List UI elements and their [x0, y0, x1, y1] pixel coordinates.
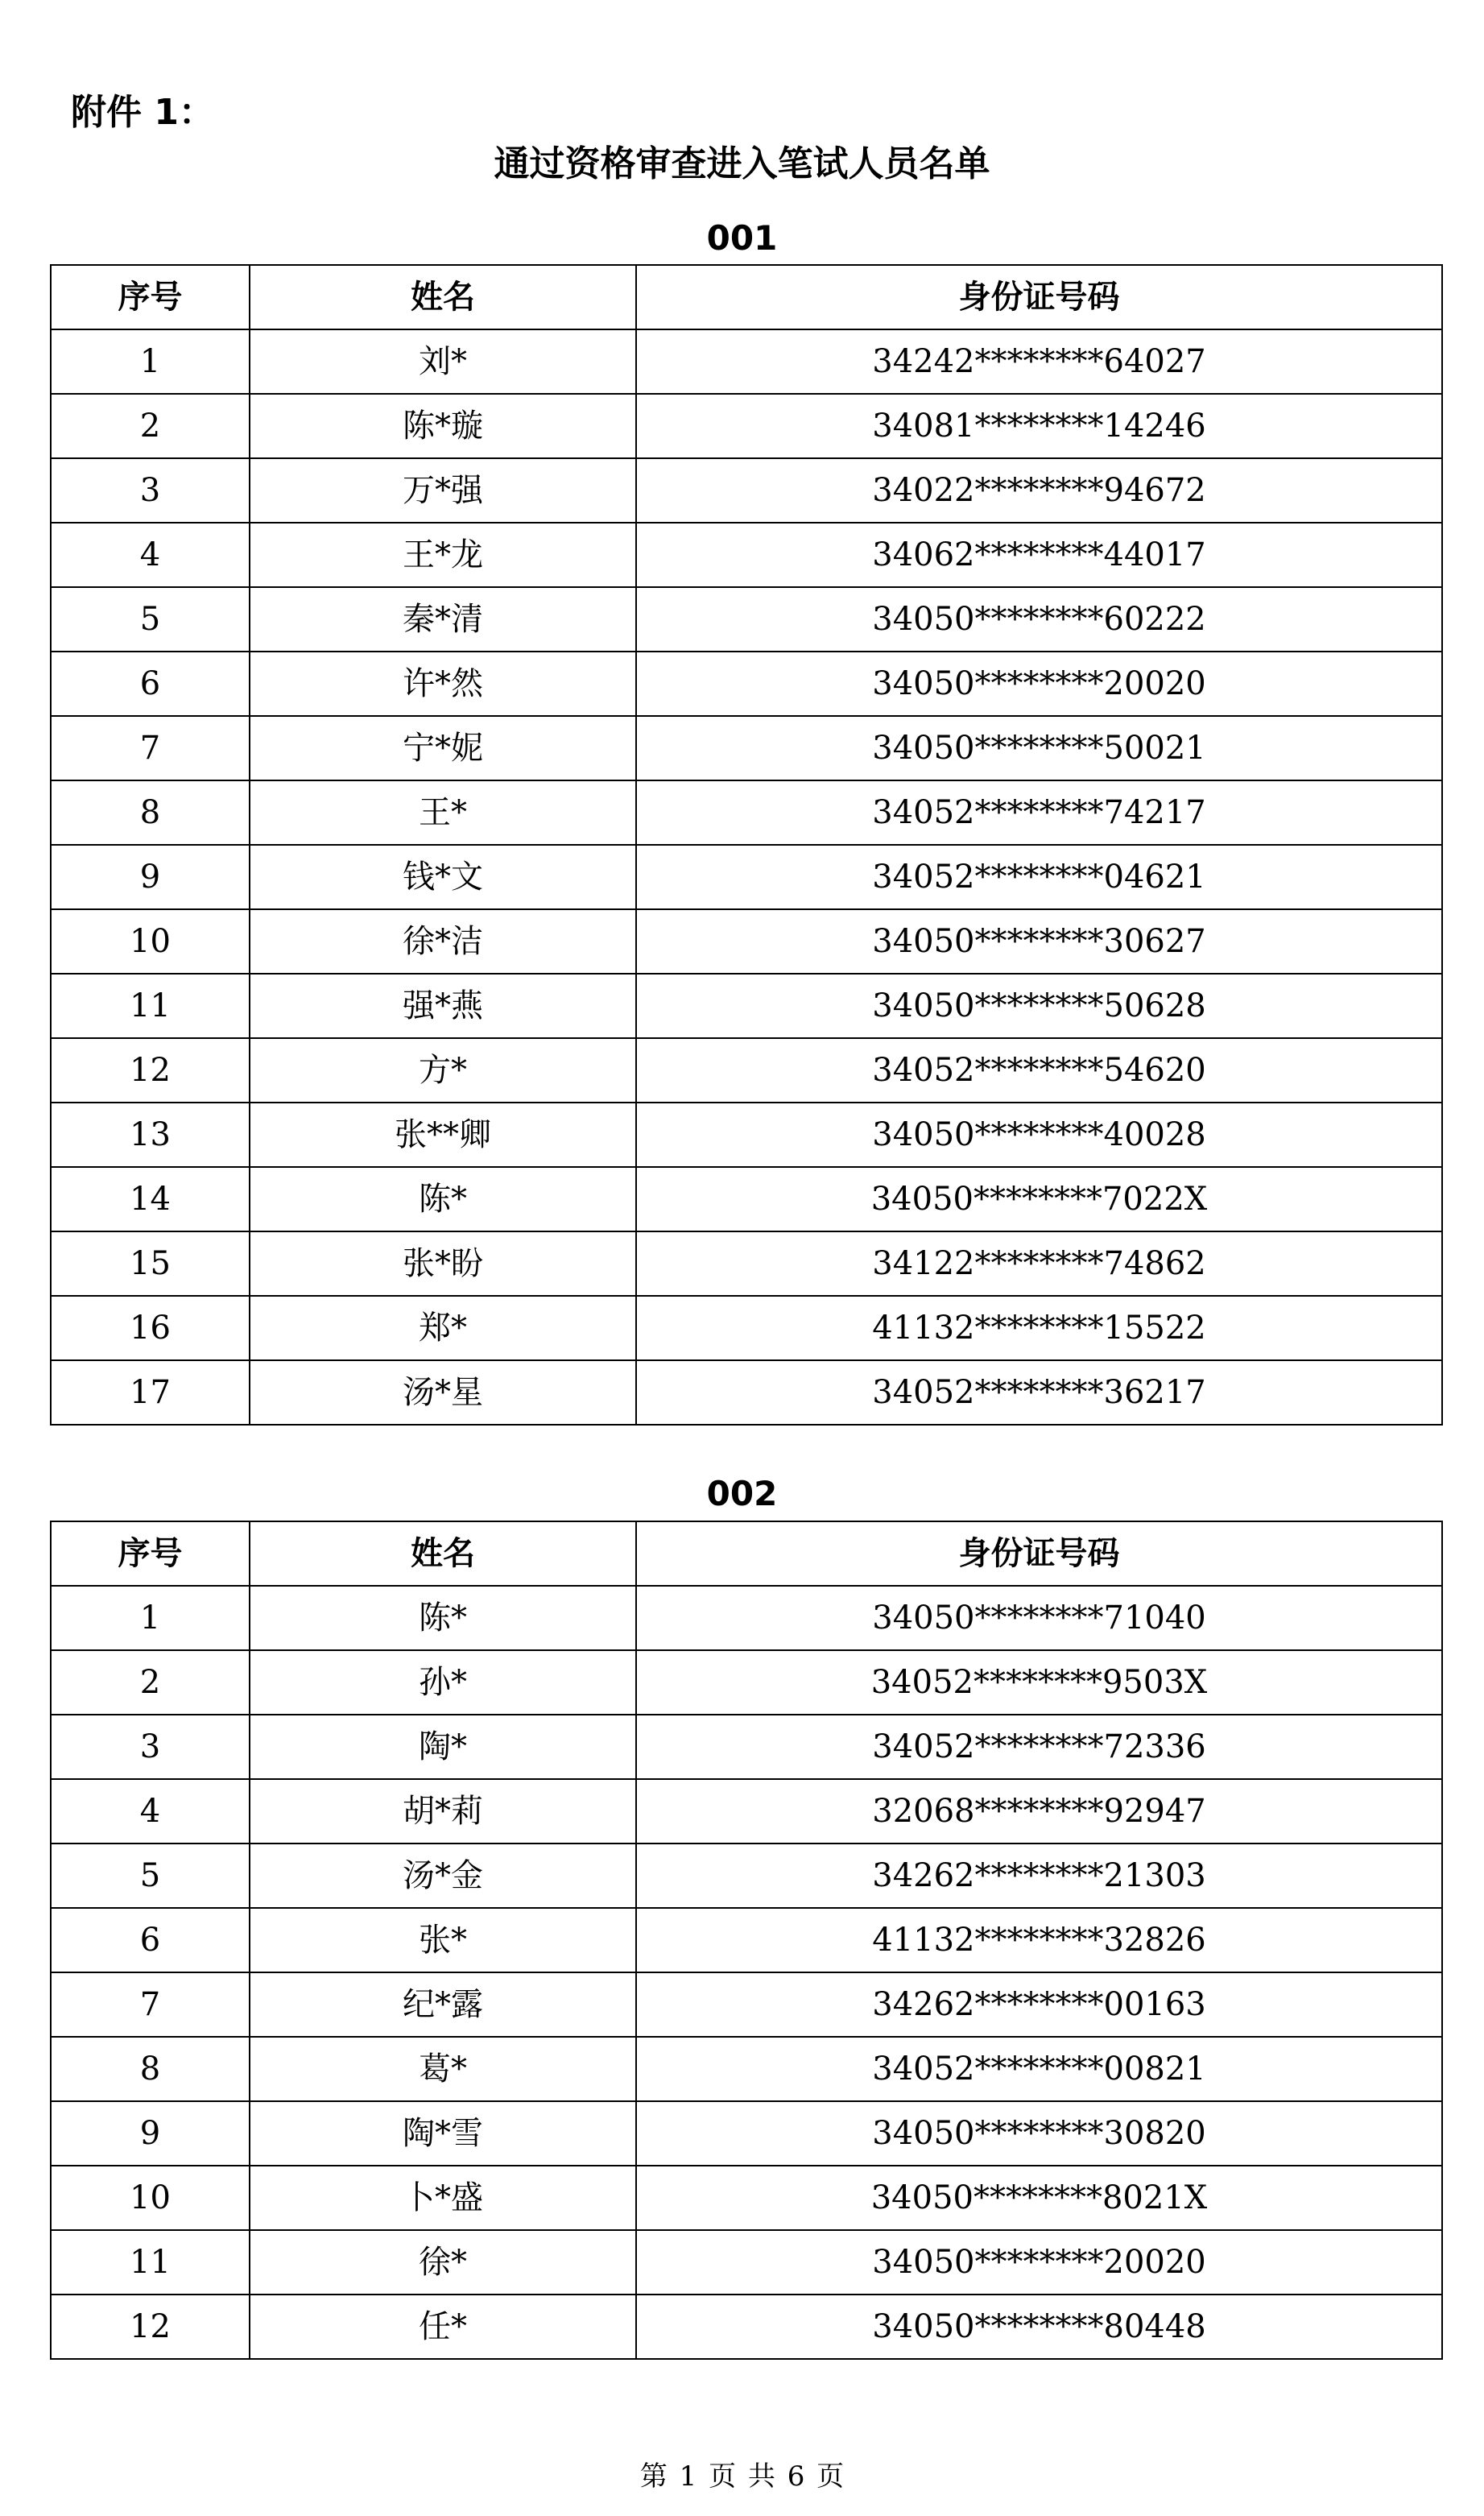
person-name: 刘* — [250, 329, 636, 394]
row-number: 5 — [51, 587, 250, 652]
group-heading: 002 — [706, 1474, 778, 1513]
id-number: 34022********94672 — [636, 458, 1442, 523]
table-row — [51, 2037, 1442, 2101]
person-name: 许*然 — [250, 652, 636, 716]
person-name: 陈* — [250, 1167, 636, 1231]
row-number: 13 — [51, 1103, 250, 1167]
row-number: 4 — [51, 523, 250, 587]
id-number: 41132********15522 — [636, 1296, 1442, 1360]
person-name: 陶*雪 — [250, 2101, 636, 2166]
row-number: 7 — [51, 1972, 250, 2037]
row-number: 1 — [51, 329, 250, 394]
person-name: 汤*金 — [250, 1844, 636, 1908]
group-heading: 001 — [706, 218, 778, 258]
row-number: 12 — [51, 1038, 250, 1103]
id-number: 34050********20020 — [636, 2230, 1442, 2295]
roster-table — [50, 1521, 1443, 2360]
header-no: 序号 — [51, 265, 250, 329]
id-number: 34050********30627 — [636, 909, 1442, 974]
id-number: 34050********80448 — [636, 2295, 1442, 2359]
table-row — [51, 845, 1442, 909]
person-name: 郑* — [250, 1296, 636, 1360]
row-number: 15 — [51, 1231, 250, 1296]
person-name: 汤*星 — [250, 1360, 636, 1425]
table-row — [51, 716, 1442, 780]
row-number: 11 — [51, 2230, 250, 2295]
row-number: 12 — [51, 2295, 250, 2359]
document-title: 通过资格审查进入笔试人员名单 — [494, 143, 990, 184]
person-name: 宁*妮 — [250, 716, 636, 780]
person-name: 陶* — [250, 1715, 636, 1779]
person-name: 任* — [250, 2295, 636, 2359]
row-number: 1 — [51, 1586, 250, 1650]
row-number: 11 — [51, 974, 250, 1038]
table-row — [51, 2101, 1442, 2166]
id-number: 34050********50628 — [636, 974, 1442, 1038]
table-row — [51, 1908, 1442, 1972]
table-row — [51, 652, 1442, 716]
id-number: 34050********7022X — [636, 1167, 1442, 1231]
row-number: 10 — [51, 909, 250, 974]
row-number: 7 — [51, 716, 250, 780]
row-number: 8 — [51, 780, 250, 845]
person-name: 钱*文 — [250, 845, 636, 909]
table-row — [51, 2295, 1442, 2359]
id-number: 34122********74862 — [636, 1231, 1442, 1296]
row-number: 4 — [51, 1779, 250, 1844]
id-number: 34081********14246 — [636, 394, 1442, 458]
table-row — [51, 1650, 1442, 1715]
table-row — [51, 1715, 1442, 1779]
person-name: 孙* — [250, 1650, 636, 1715]
id-number: 34052********72336 — [636, 1715, 1442, 1779]
row-number: 3 — [51, 458, 250, 523]
table-row — [51, 1296, 1442, 1360]
id-number: 34050********40028 — [636, 1103, 1442, 1167]
person-name: 秦*清 — [250, 587, 636, 652]
table-row — [51, 2166, 1442, 2230]
id-number: 34052********9503X — [636, 1650, 1442, 1715]
table-row — [51, 1779, 1442, 1844]
table-row — [51, 1167, 1442, 1231]
row-number: 3 — [51, 1715, 250, 1779]
attachment-label: 附件 1： — [71, 92, 214, 133]
person-name: 方* — [250, 1038, 636, 1103]
header-id: 身份证号码 — [636, 265, 1442, 329]
table-row — [51, 1360, 1442, 1425]
id-number: 34050********50021 — [636, 716, 1442, 780]
id-number: 34050********60222 — [636, 587, 1442, 652]
row-number: 6 — [51, 652, 250, 716]
row-number: 9 — [51, 845, 250, 909]
id-number: 34242********64027 — [636, 329, 1442, 394]
row-number: 8 — [51, 2037, 250, 2101]
header-no: 序号 — [51, 1521, 250, 1586]
table-row — [51, 780, 1442, 845]
id-number: 34052********00821 — [636, 2037, 1442, 2101]
table-row — [51, 1586, 1442, 1650]
table-row — [51, 1231, 1442, 1296]
table-row — [51, 523, 1442, 587]
row-number: 14 — [51, 1167, 250, 1231]
header-id: 身份证号码 — [636, 1521, 1442, 1586]
person-name: 强*燕 — [250, 974, 636, 1038]
person-name: 纪*露 — [250, 1972, 636, 2037]
id-number: 34262********00163 — [636, 1972, 1442, 2037]
person-name: 张**卿 — [250, 1103, 636, 1167]
person-name: 陈* — [250, 1586, 636, 1650]
person-name: 徐* — [250, 2230, 636, 2295]
person-name: 徐*洁 — [250, 909, 636, 974]
header-name: 姓名 — [250, 265, 636, 329]
row-number: 9 — [51, 2101, 250, 2166]
row-number: 2 — [51, 394, 250, 458]
id-number: 34062********44017 — [636, 523, 1442, 587]
row-number: 16 — [51, 1296, 250, 1360]
id-number: 34050********71040 — [636, 1586, 1442, 1650]
table-header-row — [51, 1521, 1442, 1586]
row-number: 2 — [51, 1650, 250, 1715]
header-name: 姓名 — [250, 1521, 636, 1586]
row-number: 10 — [51, 2166, 250, 2230]
row-number: 17 — [51, 1360, 250, 1425]
table-row — [51, 1972, 1442, 2037]
id-number: 34052********74217 — [636, 780, 1442, 845]
table-row — [51, 329, 1442, 394]
table-row — [51, 2230, 1442, 2295]
table-header-row — [51, 265, 1442, 329]
table-row — [51, 1844, 1442, 1908]
person-name: 葛* — [250, 2037, 636, 2101]
table-row — [51, 1103, 1442, 1167]
table-row — [51, 394, 1442, 458]
person-name: 万*强 — [250, 458, 636, 523]
page-number-footer: 第 1 页 共 6 页 — [639, 2460, 845, 2493]
row-number: 5 — [51, 1844, 250, 1908]
id-number: 32068********92947 — [636, 1779, 1442, 1844]
person-name: 张*盼 — [250, 1231, 636, 1296]
table-row — [51, 458, 1442, 523]
table-row — [51, 587, 1442, 652]
table-row — [51, 974, 1442, 1038]
id-number: 34052********54620 — [636, 1038, 1442, 1103]
person-name: 胡*莉 — [250, 1779, 636, 1844]
person-name: 卜*盛 — [250, 2166, 636, 2230]
table-row — [51, 1038, 1442, 1103]
person-name: 张* — [250, 1908, 636, 1972]
id-number: 34050********30820 — [636, 2101, 1442, 2166]
person-name: 陈*璇 — [250, 394, 636, 458]
person-name: 王* — [250, 780, 636, 845]
id-number: 34052********04621 — [636, 845, 1442, 909]
person-name: 王*龙 — [250, 523, 636, 587]
id-number: 34052********36217 — [636, 1360, 1442, 1425]
id-number: 34262********21303 — [636, 1844, 1442, 1908]
row-number: 6 — [51, 1908, 250, 1972]
table-row — [51, 909, 1442, 974]
id-number: 41132********32826 — [636, 1908, 1442, 1972]
id-number: 34050********20020 — [636, 652, 1442, 716]
roster-table — [50, 264, 1443, 1426]
id-number: 34050********8021X — [636, 2166, 1442, 2230]
